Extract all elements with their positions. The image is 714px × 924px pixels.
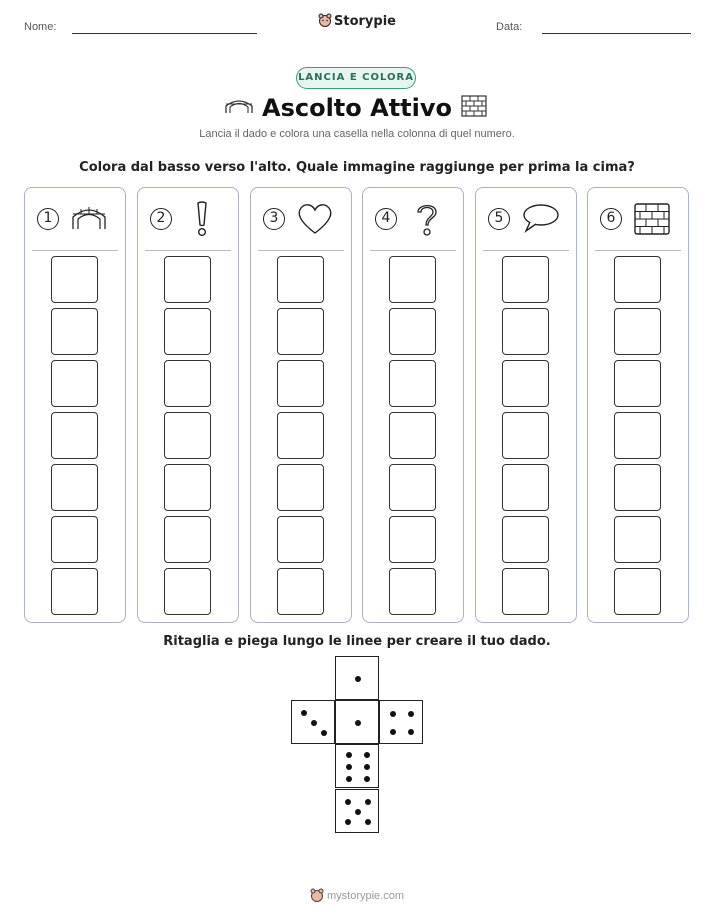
dice-pip [355, 720, 361, 726]
color-box[interactable] [164, 464, 211, 511]
color-box[interactable] [502, 464, 549, 511]
dice-pip [311, 720, 317, 726]
activity-badge: LANCIA E COLORA [296, 67, 416, 89]
dice-pip [301, 710, 307, 716]
color-box[interactable] [51, 568, 98, 615]
color-box[interactable] [164, 568, 211, 615]
dice-pip [408, 729, 414, 735]
color-box[interactable] [614, 464, 661, 511]
column-header [251, 188, 351, 250]
question-mark-icon [407, 201, 447, 237]
column-3 [250, 187, 352, 623]
date-line[interactable] [542, 33, 691, 34]
column-2 [137, 187, 239, 623]
dice-pip [321, 730, 327, 736]
footer-url: mystorypie.com [326, 890, 405, 902]
color-box[interactable] [502, 568, 549, 615]
color-box[interactable] [277, 516, 324, 563]
dice-face-3 [291, 700, 335, 744]
color-box[interactable] [277, 464, 324, 511]
column-divider [258, 250, 344, 251]
column-divider [370, 250, 456, 251]
column-number: 4 [375, 208, 397, 230]
name-line[interactable] [72, 33, 257, 34]
color-box[interactable] [614, 256, 661, 303]
dice-pip [355, 809, 361, 815]
column-header [138, 188, 238, 250]
dice-pip [346, 776, 352, 782]
bridge-icon [69, 201, 109, 237]
footer [0, 888, 714, 902]
dice-pip [345, 799, 351, 805]
color-box[interactable] [277, 568, 324, 615]
column-divider [483, 250, 569, 251]
color-box[interactable] [389, 568, 436, 615]
column-4 [362, 187, 464, 623]
name-label: Nome: [24, 21, 57, 33]
storypie-mascot-icon [310, 888, 324, 902]
color-box[interactable] [389, 360, 436, 407]
subtitle: Lancia il dado e colora una casella nella colonna di quel numero. [199, 128, 515, 140]
column-number: 2 [150, 208, 172, 230]
dice-pip [390, 711, 396, 717]
color-box[interactable] [614, 360, 661, 407]
column-header [476, 188, 576, 250]
column-header [25, 188, 125, 250]
dice-pip [365, 819, 371, 825]
color-box[interactable] [277, 308, 324, 355]
instruction-bottom: Ritaglia e piega lungo le linee per creare il tuo dado. [163, 634, 551, 649]
color-box[interactable] [389, 256, 436, 303]
page-title: Ascolto Attivo [262, 94, 452, 122]
color-box[interactable] [502, 360, 549, 407]
color-box[interactable] [51, 360, 98, 407]
dice-pip [408, 711, 414, 717]
column-header [363, 188, 463, 250]
column-number: 5 [488, 208, 510, 230]
color-box[interactable] [614, 516, 661, 563]
column-header [588, 188, 688, 250]
dice-pip [364, 752, 370, 758]
column-1 [24, 187, 126, 623]
color-box[interactable] [389, 308, 436, 355]
color-box[interactable] [502, 516, 549, 563]
brand-name: Storypie [334, 14, 396, 29]
dice-pip [364, 776, 370, 782]
color-box[interactable] [51, 464, 98, 511]
color-box[interactable] [502, 308, 549, 355]
color-box[interactable] [614, 568, 661, 615]
color-box[interactable] [389, 464, 436, 511]
color-box[interactable] [502, 256, 549, 303]
color-box[interactable] [277, 360, 324, 407]
exclamation-icon [182, 201, 222, 237]
color-box[interactable] [51, 308, 98, 355]
color-box[interactable] [164, 308, 211, 355]
instruction-top: Colora dal basso verso l'alto. Quale immagine raggiunge per prima la cima? [79, 160, 635, 175]
dice-pip [390, 729, 396, 735]
color-box[interactable] [389, 516, 436, 563]
speech-bubble-icon [520, 201, 560, 237]
color-box[interactable] [502, 412, 549, 459]
color-box[interactable] [51, 412, 98, 459]
color-box[interactable] [164, 412, 211, 459]
dice-pip [346, 764, 352, 770]
brick-wall-icon [632, 201, 672, 237]
dice-pip [364, 764, 370, 770]
title-brick-wall-icon [461, 95, 487, 121]
dice-face-1 [335, 656, 379, 700]
color-box[interactable] [614, 308, 661, 355]
dice-pip [346, 752, 352, 758]
column-6 [587, 187, 689, 623]
color-box[interactable] [164, 516, 211, 563]
color-box[interactable] [164, 360, 211, 407]
column-number: 1 [37, 208, 59, 230]
column-5 [475, 187, 577, 623]
dice-face-1 [335, 700, 379, 744]
color-box[interactable] [277, 412, 324, 459]
column-number: 6 [600, 208, 622, 230]
column-divider [595, 250, 681, 251]
color-box[interactable] [51, 256, 98, 303]
column-divider [32, 250, 118, 251]
heart-icon [295, 201, 335, 237]
dice-face-4 [379, 700, 423, 744]
brand-logo [0, 13, 714, 29]
color-box[interactable] [614, 412, 661, 459]
dice-pip [345, 819, 351, 825]
dice-face-6 [335, 744, 379, 788]
dice-face-5 [335, 789, 379, 833]
color-box[interactable] [277, 256, 324, 303]
column-divider [145, 250, 231, 251]
storypie-mascot-icon [318, 13, 332, 27]
column-number: 3 [263, 208, 285, 230]
dice-pip [365, 799, 371, 805]
color-box[interactable] [164, 256, 211, 303]
dice-pip [355, 676, 361, 682]
date-label: Data: [496, 21, 523, 33]
color-box[interactable] [51, 516, 98, 563]
color-box[interactable] [389, 412, 436, 459]
